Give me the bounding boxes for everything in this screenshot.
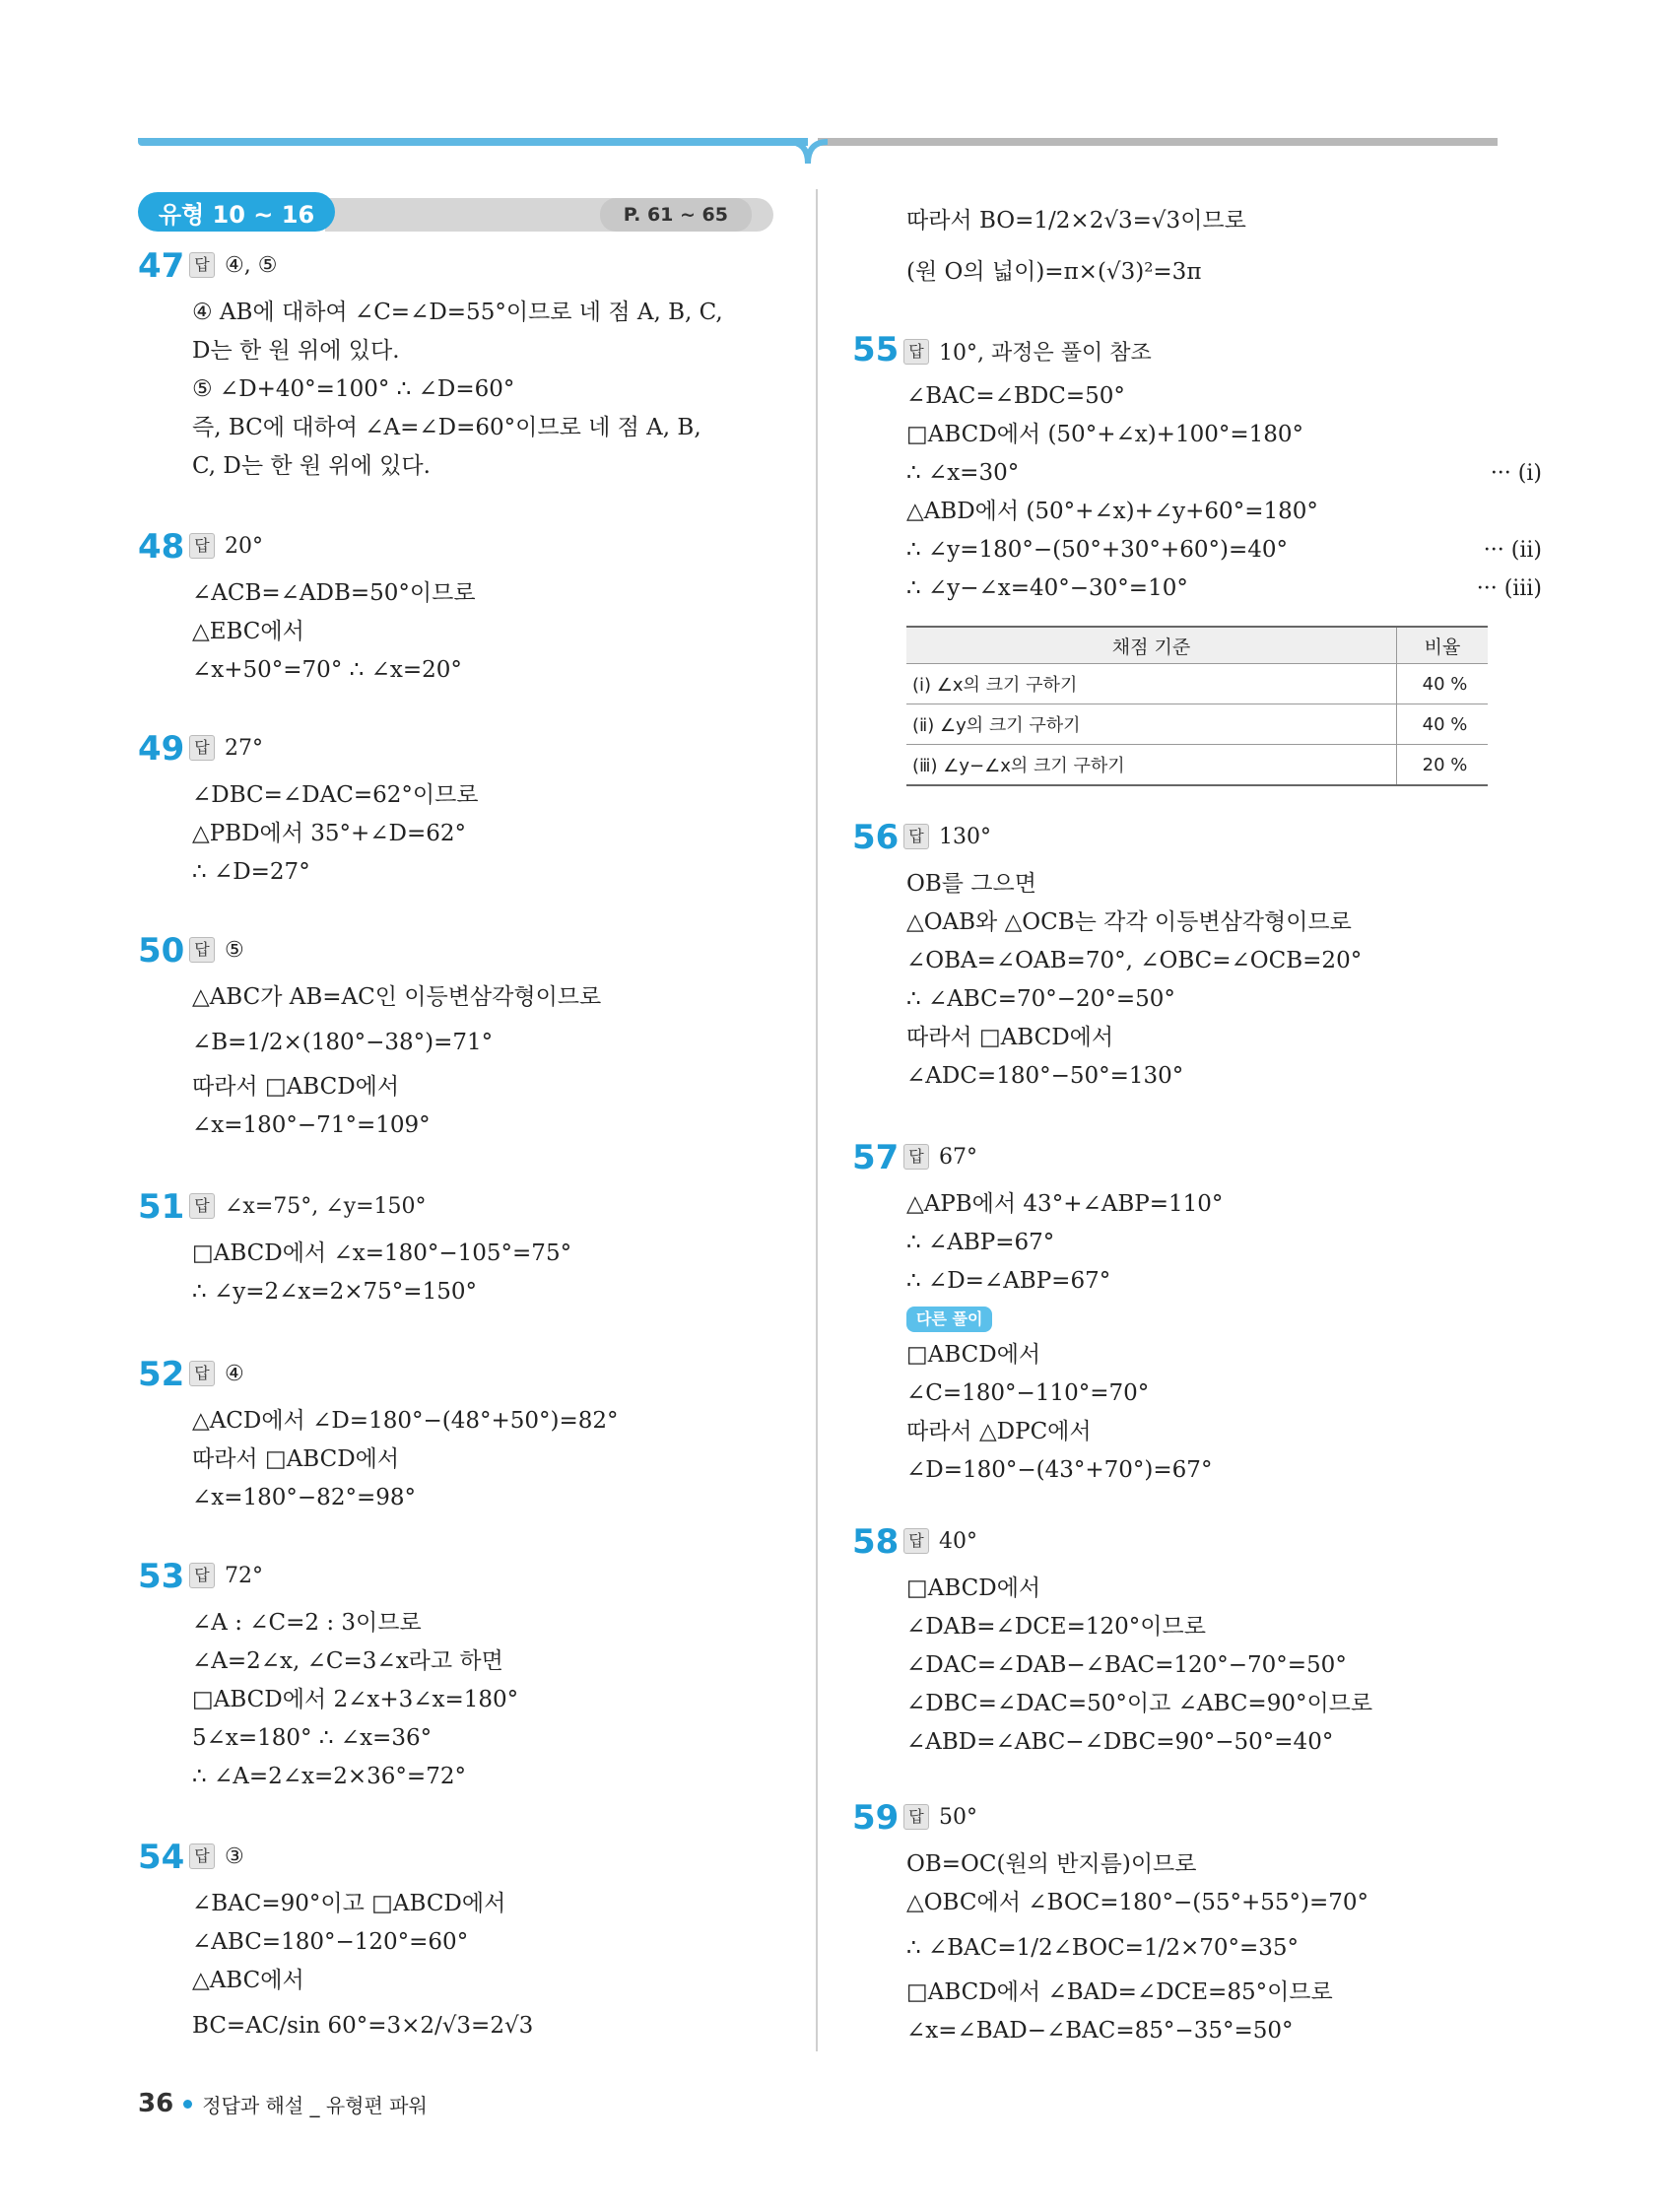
problem-number: 54 — [138, 1838, 185, 1877]
solution-line — [906, 904, 1542, 942]
solution-line — [906, 493, 1542, 531]
header-notch — [788, 138, 828, 164]
answer-value: 27° — [225, 735, 263, 761]
solution-line: BC=AC/sin 60°=3×2/√3=2√3 — [192, 2013, 534, 2039]
answer-line — [903, 1528, 977, 1554]
answer-tag: 답 — [903, 1144, 929, 1170]
solution-line — [906, 1185, 1542, 1224]
solution-text: ∠BAC=∠BDC=50° — [906, 383, 1125, 409]
solution-text: △OAB와 △OCB는 각각 이등변삼각형이므로 — [906, 909, 1352, 935]
table-row — [906, 745, 1488, 786]
solution-line: ∴ ∠D=27° — [192, 859, 310, 885]
solution-line: ∠A=2∠x, ∠C=3∠x라고 하면 — [192, 1648, 503, 1674]
grading-step-marker: ··· (ⅰ) — [1490, 461, 1542, 486]
alternative-solution-tag: 다른 풀이 — [906, 1307, 992, 1332]
table-cell: 40 % — [1397, 664, 1489, 704]
answer-line — [189, 1843, 244, 1869]
solution-line — [906, 1570, 1542, 1608]
solution-line — [906, 980, 1542, 1019]
solution-lines — [906, 1185, 1542, 1490]
solution-line: ∠DBC=∠DAC=62°이므로 — [192, 782, 479, 808]
problem-number: 58 — [852, 1522, 900, 1562]
section-header — [138, 192, 773, 232]
solution-line — [906, 1608, 1542, 1646]
solution-text: ∠DAC=∠DAB−∠BAC=120°−70°=50° — [906, 1652, 1347, 1678]
solution-line: ⑤ ∠D+40°=100° ∴ ∠D=60° — [192, 376, 515, 402]
answer-tag: 답 — [903, 339, 929, 365]
solution-line: ∠ABC=180°−120°=60° — [192, 1929, 469, 1955]
solution-text: □ABCD에서 (50°+∠x)+100°=180° — [906, 422, 1304, 447]
answer-line — [189, 252, 277, 278]
solution-line: 따라서 BO=1/2×2√3=√3이므로 — [906, 208, 1246, 234]
solution-line: □ABCD에서 — [906, 1342, 1041, 1368]
solution-line: ∠C=180°−110°=70° — [906, 1380, 1150, 1406]
solution-text: △ABD에서 (50°+∠x)+∠y+60°=180° — [906, 499, 1318, 524]
answer-value: 72° — [225, 1563, 263, 1588]
solution-text: ∠DAB=∠DCE=120°이므로 — [906, 1614, 1206, 1640]
solution-text: △OBC에서 ∠BOC=180°−(55°+55°)=70° — [906, 1890, 1369, 1915]
solution-line — [906, 454, 1542, 493]
solution-line — [906, 1262, 1542, 1301]
answer-tag: 답 — [189, 533, 215, 559]
solution-line: ∠D=180°−(43°+70°)=67° — [906, 1457, 1213, 1483]
solution-text: 따라서 □ABCD에서 — [906, 1025, 1114, 1050]
problem-54-continued — [906, 195, 1246, 298]
solution-text: ∴ ∠y−∠x=40°−30°=10° — [906, 575, 1188, 601]
solution-line: □ABCD에서 2∠x+3∠x=180° — [192, 1687, 519, 1712]
solution-lines — [192, 574, 476, 690]
table-cell: (ⅰ) ∠x의 크기 구하기 — [906, 664, 1397, 704]
table-row — [906, 664, 1488, 704]
table-cell: 40 % — [1397, 704, 1489, 745]
answer-tag: 답 — [189, 1193, 215, 1219]
grading-step-marker: ··· (ⅱ) — [1483, 538, 1542, 563]
solution-text: OB=OC(원의 반지름)이므로 — [906, 1851, 1197, 1877]
answer-value: ④, ⑤ — [225, 252, 278, 278]
answer-line — [903, 824, 991, 849]
solution-lines — [192, 1885, 533, 2051]
solution-line — [906, 416, 1542, 454]
solution-text: ∴ ∠x=30° — [906, 460, 1020, 486]
problem-number: 48 — [138, 527, 185, 567]
header-rule-grey — [818, 138, 1498, 146]
answer-line — [903, 1144, 977, 1170]
solution-line — [906, 1922, 1542, 1974]
page-number: 36 — [138, 2089, 174, 2118]
solution-line — [906, 570, 1542, 608]
solution-line: 즉, BC에 대하여 ∠A=∠D=60°이므로 네 점 A, B, — [192, 415, 701, 440]
solution-text: ∠DBC=∠DAC=50°이고 ∠ABC=90°이므로 — [906, 1691, 1373, 1716]
table-row — [906, 704, 1488, 745]
solution-line: 5∠x=180° ∴ ∠x=36° — [192, 1725, 433, 1751]
solution-text: □ABCD에서 — [906, 1575, 1041, 1601]
answer-tag: 답 — [903, 1528, 929, 1554]
solution-line: ∠x+50°=70° ∴ ∠x=20° — [192, 657, 462, 683]
answer-tag: 답 — [189, 252, 215, 278]
solution-text: ∴ ∠ABC=70°−20°=50° — [906, 986, 1175, 1012]
solution-text: OB를 그으면 — [906, 871, 1036, 897]
answer-line — [189, 533, 263, 559]
solution-line: 따라서 □ABCD에서 — [192, 1446, 400, 1472]
solution-line — [906, 2012, 1542, 2050]
solution-text: ∠OBA=∠OAB=70°, ∠OBC=∠OCB=20° — [906, 948, 1363, 973]
table-header: 비율 — [1397, 627, 1489, 664]
solution-line — [906, 1646, 1542, 1685]
solution-line — [906, 377, 1542, 416]
footer-dot — [183, 2100, 192, 2109]
answer-value: ∠x=75°, ∠y=150° — [225, 1193, 427, 1219]
solution-line: ④ AB에 대하여 ∠C=∠D=55°이므로 네 점 A, B, C, — [192, 300, 723, 325]
solution-line — [906, 531, 1542, 570]
solution-line — [906, 865, 1542, 904]
problem-number: 57 — [852, 1138, 900, 1177]
solution-line: ∠x=180°−71°=109° — [192, 1112, 431, 1138]
answer-line — [189, 1361, 244, 1386]
solution-line: D는 한 원 위에 있다. — [192, 338, 400, 364]
answer-value: ⑤ — [225, 937, 244, 963]
problem-number: 55 — [852, 330, 900, 369]
answer-tag: 답 — [189, 735, 215, 761]
solution-line — [906, 1884, 1542, 1922]
table-cell: (ⅱ) ∠y의 크기 구하기 — [906, 704, 1397, 745]
solution-text: ∴ ∠BAC=1/2∠BOC=1/2×70°=35° — [906, 1935, 1300, 1961]
solution-line: △ACD에서 ∠D=180°−(48°+50°)=82° — [192, 1408, 619, 1434]
solution-line: □ABCD에서 ∠x=180°−105°=75° — [192, 1240, 572, 1266]
solution-line: ∠x=180°−82°=98° — [192, 1485, 416, 1510]
answer-line — [189, 1193, 427, 1219]
solution-line — [906, 942, 1542, 980]
answer-tag: 답 — [903, 824, 929, 849]
answer-tag: 답 — [903, 1804, 929, 1830]
answer-value: 50° — [939, 1804, 977, 1830]
page-footer — [138, 2089, 428, 2118]
solution-line: C, D는 한 원 위에 있다. — [192, 453, 431, 479]
problem-number: 52 — [138, 1355, 185, 1394]
solution-line — [906, 1019, 1542, 1057]
solution-text: ∠x=∠BAD−∠BAC=85°−35°=50° — [906, 2018, 1294, 2044]
solution-lines — [192, 1604, 518, 1796]
solution-text: △APB에서 43°+∠ABP=110° — [906, 1191, 1224, 1217]
table-cell: 20 % — [1397, 745, 1489, 786]
answer-tag: 답 — [189, 937, 215, 963]
section-label: 유형 10 ~ 16 — [138, 192, 335, 232]
solution-lines — [192, 978, 601, 1145]
solution-line — [906, 1685, 1542, 1723]
footer-text: 정답과 해설 _ 유형편 파워 — [202, 2093, 428, 2117]
solution-line: △ABC가 AB=AC인 이등변삼각형이므로 — [192, 984, 602, 1010]
answer-line — [189, 1563, 263, 1588]
solution-line — [906, 1057, 1542, 1096]
solution-text: ∠ADC=180°−50°=130° — [906, 1063, 1184, 1089]
solution-line — [906, 1974, 1542, 2012]
solution-text: □ABCD에서 ∠BAD=∠DCE=85°이므로 — [906, 1979, 1333, 2005]
answer-tag: 답 — [189, 1361, 215, 1386]
solution-line: ∴ ∠A=2∠x=2×36°=72° — [192, 1764, 466, 1789]
solution-line: ∠ACB=∠ADB=50°이므로 — [192, 580, 476, 606]
solution-line: 따라서 △DPC에서 — [906, 1419, 1092, 1444]
solution-text: ∠ABD=∠ABC−∠DBC=90°−50°=40° — [906, 1729, 1334, 1755]
table-header: 채점 기준 — [906, 627, 1397, 664]
problem-number: 56 — [852, 818, 900, 857]
grading-table — [906, 626, 1488, 786]
header-rule-blue — [138, 138, 808, 146]
page-reference: P. 61 ~ 65 — [600, 198, 752, 232]
answer-value: 130° — [939, 824, 991, 849]
answer-tag: 답 — [189, 1843, 215, 1869]
problem-number: 47 — [138, 246, 185, 286]
problem-number: 49 — [138, 729, 185, 769]
table-cell: (ⅲ) ∠y−∠x의 크기 구하기 — [906, 745, 1397, 786]
solution-line — [906, 1845, 1542, 1884]
answer-value: 40° — [939, 1528, 977, 1554]
answer-value: ③ — [225, 1843, 244, 1869]
problem-number: 50 — [138, 931, 185, 971]
solution-lines — [906, 377, 1542, 608]
answer-tag: 답 — [189, 1563, 215, 1588]
solution-line: 따라서 □ABCD에서 — [192, 1074, 400, 1100]
answer-line — [903, 1804, 977, 1830]
solution-line: △PBD에서 35°+∠D=62° — [192, 821, 467, 846]
solution-lines — [192, 294, 723, 486]
solution-lines — [906, 865, 1542, 1096]
solution-line: ∠BAC=90°이고 □ABCD에서 — [192, 1891, 506, 1916]
solution-line — [906, 1224, 1542, 1262]
solution-text: ∴ ∠ABP=67° — [906, 1230, 1055, 1255]
grading-step-marker: ··· (ⅲ) — [1476, 576, 1542, 601]
solution-line: ∴ ∠y=2∠x=2×75°=150° — [192, 1279, 477, 1305]
solution-line — [906, 1723, 1542, 1762]
solution-lines — [906, 1845, 1542, 2050]
solution-lines — [906, 1570, 1542, 1762]
answer-value: 20° — [225, 533, 263, 559]
solution-line: △EBC에서 — [192, 619, 304, 644]
solution-line: ∠B=1/2×(180°−38°)=71° — [192, 1030, 494, 1055]
problem-number: 59 — [852, 1798, 900, 1838]
solution-lines — [192, 1402, 619, 1517]
answer-line — [903, 336, 1152, 367]
solution-lines — [192, 776, 479, 892]
solution-line: ∠A : ∠C=2 : 3이므로 — [192, 1610, 422, 1636]
solution-lines — [192, 1235, 571, 1311]
solution-text: ∴ ∠D=∠ABP=67° — [906, 1268, 1111, 1294]
answer-value: 10°, 과정은 풀이 참조 — [939, 341, 1152, 366]
problem-number: 51 — [138, 1187, 185, 1227]
solution-text: ∴ ∠y=180°−(50°+30°+60°)=40° — [906, 537, 1288, 563]
answer-value: ④ — [225, 1361, 244, 1386]
solution-line: △ABC에서 — [192, 1968, 304, 1993]
column-divider — [816, 189, 818, 2051]
solution-line: (원 O의 넓이)=π×(√3)²=3π — [906, 259, 1202, 285]
problem-number: 53 — [138, 1557, 185, 1596]
answer-value: 67° — [939, 1144, 977, 1170]
answer-line — [189, 735, 263, 761]
answer-line — [189, 937, 244, 963]
